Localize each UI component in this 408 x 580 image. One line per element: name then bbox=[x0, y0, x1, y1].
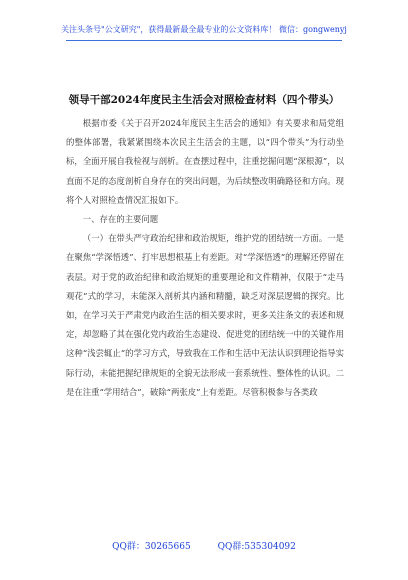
header-divider bbox=[66, 40, 342, 41]
document-title: 领导干部2024年度民主生活会对照检查材料（四个带头） bbox=[68, 94, 340, 106]
body-paragraph: （一）在带头严守政治纪律和政治规矩，维护党的团结统一方面。一是在聚焦“学深悟透”、打牢思想根基上有差距。对“学深悟透”的理解还停留在表层。对于党的政治纪律和政治规矩的重要理论和文件精神，仅限于“走马观花”式的学习，未能深入剖析其内涵和精髓，缺乏对深层逻辑的探究。比如，在学习关于严肃党内政治生活的相关要求时，更多关注条文的表述和规定，却忽略了其在强化党内政治生态建设、促进党的团结统一中的关键作用这种“浅尝辄止”的学习方式，导致我在工作和生活中无法认识到理论指导实际行动，未能把握纪律规矩的全貌无法形成一套系统性、整体性的认识。二是在注重“学用结合”，破除“两张皮”上有差距。尽管积极参与各类政 bbox=[66, 233, 344, 397]
section-heading: 一、存在的主要问题 bbox=[82, 214, 159, 225]
qq-group-2: QQ群:535304092 bbox=[217, 542, 296, 552]
document-body bbox=[66, 114, 344, 402]
promo-banner: 关注头条号"公文研究"，获得最新最全最专业的公文资料库！ 微信：gongwenyj bbox=[61, 25, 347, 34]
qq-group-1: QQ群：30265665 bbox=[112, 542, 191, 552]
intro-paragraph: 根据市委《关于召开2024年度民主生活会的通知》有关要求和局党组的整体部署，我紧紧围绕本次民主生活会的主题，以“四个带头”为行动坐标，全面开展自我检视与剖析。在查摆过程中，注重挖掘问题“深根源”，以直面不足的态度剖析自身存在的突出问题，为后续整改明确路径和方向。现将个人对照检查情况汇报如下。 bbox=[66, 118, 344, 205]
footer bbox=[0, 539, 408, 552]
